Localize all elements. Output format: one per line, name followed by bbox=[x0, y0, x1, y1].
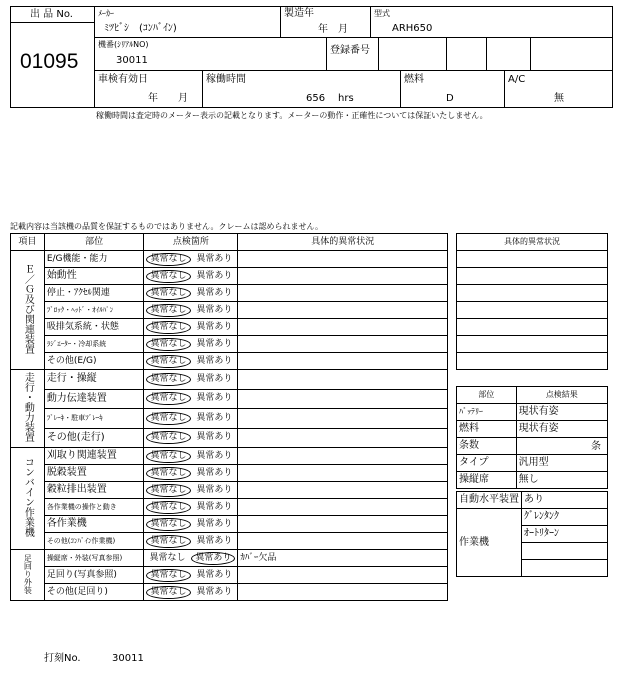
option-ok: 異常なし bbox=[146, 518, 190, 531]
table-row bbox=[11, 319, 448, 336]
option-ng: 異常あり bbox=[196, 450, 233, 461]
ac-label: A/C bbox=[508, 74, 526, 85]
table-row bbox=[11, 550, 448, 567]
equipment-table bbox=[456, 491, 608, 577]
abnormal-note bbox=[238, 533, 448, 550]
table-row bbox=[11, 370, 448, 390]
option-ng: 異常あり bbox=[196, 321, 233, 332]
option-ok: 異常なし bbox=[146, 287, 190, 300]
option-ng: 異常あり bbox=[196, 355, 233, 366]
workmachine-item: ｵｰﾄﾘﾀｰﾝ bbox=[522, 526, 608, 543]
option-ok: 異常なし bbox=[146, 270, 190, 283]
part-name: ﾗｼﾞｴｰﾀｰ・冷却系統 bbox=[44, 336, 144, 353]
year-label: 製造年 bbox=[284, 8, 314, 19]
option-ng: 異常あり bbox=[196, 253, 233, 264]
result-value-text: 現状有姿 bbox=[518, 423, 559, 434]
side-note-cell bbox=[457, 302, 608, 319]
result-header: 点検結果 bbox=[516, 387, 607, 404]
part-name: E/G機能・能力 bbox=[44, 251, 144, 268]
side-note-row bbox=[457, 268, 608, 285]
abnormal-note bbox=[238, 482, 448, 499]
group-label bbox=[11, 550, 45, 601]
part-name: ﾌﾞﾚｰｷ・駐車ﾌﾞﾚｰｷ bbox=[44, 409, 144, 429]
check-options bbox=[144, 550, 238, 567]
option-ng: 異常あり bbox=[196, 338, 233, 349]
check-options bbox=[144, 482, 238, 499]
table-row bbox=[11, 448, 448, 465]
maker-label: ﾒｰｶｰ bbox=[98, 9, 114, 18]
group-label-text: 足回り外装 bbox=[23, 553, 33, 594]
abnormal-note bbox=[238, 251, 448, 268]
option-ng: 異常あり bbox=[191, 552, 235, 565]
table-row bbox=[11, 268, 448, 285]
level-value: あり bbox=[522, 492, 608, 509]
abnormal-note bbox=[238, 302, 448, 319]
table-row bbox=[11, 389, 448, 409]
group-label-text: Ｅ／Ｇ及び関連装置 bbox=[22, 263, 34, 354]
result-value bbox=[516, 421, 607, 438]
part-name: 穀粒排出装置 bbox=[44, 482, 144, 499]
side-note-row bbox=[457, 251, 608, 268]
check-options bbox=[144, 409, 238, 429]
side-note-row bbox=[457, 302, 608, 319]
part-name: その他(走行) bbox=[44, 428, 144, 448]
group-label-text: コンバイン作業機 bbox=[22, 457, 34, 537]
ac-value: 無 bbox=[554, 93, 564, 104]
option-ok: 異常なし bbox=[146, 431, 190, 444]
option-ok: 異常なし bbox=[146, 586, 190, 599]
option-ok: 異常なし bbox=[146, 412, 190, 425]
check-options bbox=[144, 353, 238, 370]
table-row bbox=[11, 584, 448, 601]
table-row bbox=[11, 336, 448, 353]
abnormal-note bbox=[238, 336, 448, 353]
hours-unit: hrs bbox=[338, 93, 354, 104]
part-name: 各作業機の操作と動き bbox=[44, 499, 144, 516]
result-value bbox=[516, 404, 607, 421]
option-ok: 異常なし bbox=[146, 304, 190, 317]
maker-value: ﾐﾂﾋﾞｼ (ｺﾝﾊﾞｲﾝ) bbox=[104, 23, 177, 34]
group-label-text: 走行・動力装置 bbox=[22, 372, 34, 442]
check-options bbox=[144, 319, 238, 336]
part-name: 脱穀装置 bbox=[44, 465, 144, 482]
column-header: 具体的異常状況 bbox=[238, 234, 448, 251]
table-row bbox=[11, 409, 448, 429]
abnormal-note bbox=[238, 428, 448, 448]
result-row bbox=[457, 472, 608, 489]
result-value bbox=[516, 472, 607, 489]
check-options bbox=[144, 516, 238, 533]
side-note-row bbox=[457, 353, 608, 370]
serial-label: 機番(ｼﾘｱﾙNO) bbox=[98, 40, 149, 49]
abnormal-note bbox=[238, 499, 448, 516]
result-part: 操縦席 bbox=[457, 472, 517, 489]
result-unit: 条 bbox=[591, 441, 601, 452]
result-value-text: 汎用型 bbox=[518, 457, 549, 468]
result-row bbox=[457, 421, 608, 438]
inspection-table bbox=[10, 233, 448, 601]
abnormal-note bbox=[238, 465, 448, 482]
lot-no-label: 出 品 No. bbox=[30, 9, 73, 20]
option-ng: 異常あり bbox=[196, 467, 233, 478]
abnormal-note bbox=[238, 353, 448, 370]
side-note-cell bbox=[457, 285, 608, 302]
abnormal-note bbox=[238, 370, 448, 390]
side-note-header: 具体的異常状況 bbox=[457, 234, 608, 251]
check-options bbox=[144, 302, 238, 319]
table-row bbox=[11, 428, 448, 448]
level-label: 自動水平装置 bbox=[457, 492, 522, 509]
side-note-cell bbox=[457, 268, 608, 285]
workmachine-item: ｸﾞﾚﾝﾀﾝｸ bbox=[522, 509, 608, 526]
result-value-text: 無し bbox=[518, 474, 539, 485]
result-header-row bbox=[457, 387, 608, 404]
table-row bbox=[11, 499, 448, 516]
model-value: ARH650 bbox=[392, 23, 433, 34]
disclaimer: 記載内容は当該機の品質を保証するものではありません。クレームは認められません。 bbox=[10, 222, 323, 231]
hours-label: 稼働時間 bbox=[206, 74, 246, 85]
option-ng: 異常あり bbox=[196, 501, 233, 512]
option-ng: 異常あり bbox=[196, 393, 233, 404]
abnormal-note bbox=[238, 409, 448, 429]
serial-value: 30011 bbox=[116, 55, 148, 66]
option-ok: 異常なし bbox=[146, 450, 190, 463]
table-row bbox=[11, 285, 448, 302]
year-unit: 年 月 bbox=[318, 24, 348, 35]
option-ng: 異常あり bbox=[196, 270, 233, 281]
table-row bbox=[11, 465, 448, 482]
result-value-text: 現状有姿 bbox=[518, 406, 559, 417]
table-row bbox=[11, 516, 448, 533]
result-table bbox=[456, 386, 608, 489]
part-name: その他(E/G) bbox=[44, 353, 144, 370]
side-note-cell bbox=[457, 336, 608, 353]
option-ng: 異常あり bbox=[196, 484, 233, 495]
part-name: 始動性 bbox=[44, 268, 144, 285]
group-label bbox=[11, 251, 45, 370]
check-options bbox=[144, 499, 238, 516]
part-name: 吸排気系統・状態 bbox=[44, 319, 144, 336]
part-name: 刈取り関連装置 bbox=[44, 448, 144, 465]
lot-no: 01095 bbox=[20, 50, 79, 73]
check-options bbox=[144, 465, 238, 482]
abnormal-note bbox=[238, 448, 448, 465]
option-ng: 異常あり bbox=[196, 569, 233, 580]
abnormal-note bbox=[238, 584, 448, 601]
result-row bbox=[457, 404, 608, 421]
side-note-cell bbox=[457, 353, 608, 370]
abnormal-note bbox=[238, 389, 448, 409]
option-ok: 異常なし bbox=[146, 467, 190, 480]
column-header: 部位 bbox=[44, 234, 144, 251]
stamp-no-value: 30011 bbox=[112, 653, 144, 664]
option-ng: 異常あり bbox=[196, 535, 233, 546]
table-row bbox=[11, 482, 448, 499]
check-options bbox=[144, 584, 238, 601]
workmachine-label: 作業機 bbox=[457, 509, 522, 577]
side-note-row bbox=[457, 319, 608, 336]
part-name: 操縦席・外装(写真参照) bbox=[44, 550, 144, 567]
abnormal-note bbox=[238, 285, 448, 302]
option-ok: 異常なし bbox=[146, 535, 190, 548]
side-note-cell bbox=[457, 251, 608, 268]
side-note-table bbox=[456, 233, 608, 370]
side-note-cell bbox=[457, 319, 608, 336]
hours-note: 稼働時間は査定時のメーター表示の記載となります。メーターの動作・正確性については保証いたしません。 bbox=[96, 111, 488, 120]
part-name: その他(足回り) bbox=[44, 584, 144, 601]
result-header: 部位 bbox=[457, 387, 517, 404]
option-ng: 異常あり bbox=[196, 518, 233, 529]
option-ng: 異常あり bbox=[196, 304, 233, 315]
result-part: ﾊﾞｯﾃﾘｰ bbox=[457, 404, 517, 421]
table-row bbox=[11, 567, 448, 584]
part-name: 走行・操縦 bbox=[44, 370, 144, 390]
part-name: その他(ｺﾝﾊﾞｲﾝ作業機) bbox=[44, 533, 144, 550]
result-row bbox=[457, 455, 608, 472]
option-ok: 異常なし bbox=[146, 338, 190, 351]
group-label bbox=[11, 448, 45, 550]
inspection-unit: 年 月 bbox=[148, 93, 188, 104]
check-options bbox=[144, 389, 238, 409]
result-part: 条数 bbox=[457, 438, 517, 455]
option-ok: 異常なし bbox=[146, 355, 190, 368]
stamp-no-label: 打刻No. bbox=[44, 653, 81, 664]
abnormal-note bbox=[238, 268, 448, 285]
check-options bbox=[144, 567, 238, 584]
option-ng: 異常あり bbox=[196, 373, 233, 384]
model-label: 型式 bbox=[374, 9, 390, 18]
result-value bbox=[516, 438, 607, 455]
result-part: タイプ bbox=[457, 455, 517, 472]
fuel-label: 燃料 bbox=[404, 74, 424, 85]
option-ok: 異常なし bbox=[149, 552, 186, 563]
option-ok: 異常なし bbox=[146, 569, 190, 582]
abnormal-note bbox=[238, 516, 448, 533]
abnormal-note bbox=[238, 567, 448, 584]
option-ok: 異常なし bbox=[146, 501, 190, 514]
option-ok: 異常なし bbox=[146, 373, 190, 386]
column-header: 点検箇所 bbox=[144, 234, 238, 251]
abnormal-note bbox=[238, 319, 448, 336]
hours-value: 656 bbox=[306, 93, 326, 104]
table-row bbox=[11, 533, 448, 550]
option-ok: 異常なし bbox=[146, 321, 190, 334]
table-header-row bbox=[11, 234, 448, 251]
option-ok: 異常なし bbox=[146, 253, 190, 266]
check-options bbox=[144, 370, 238, 390]
result-row bbox=[457, 438, 608, 455]
option-ng: 異常あり bbox=[196, 586, 233, 597]
check-options bbox=[144, 336, 238, 353]
part-name: 動力伝達装置 bbox=[44, 389, 144, 409]
side-note-row bbox=[457, 336, 608, 353]
table-row bbox=[11, 251, 448, 268]
column-header: 項目 bbox=[11, 234, 45, 251]
reg-label: 登録番号 bbox=[330, 45, 370, 56]
check-options bbox=[144, 428, 238, 448]
abnormal-note: ｶﾊﾞｰ欠品 bbox=[238, 550, 448, 567]
side-note-row bbox=[457, 285, 608, 302]
option-ok: 異常なし bbox=[146, 484, 190, 497]
check-options bbox=[144, 533, 238, 550]
check-options bbox=[144, 285, 238, 302]
check-options bbox=[144, 448, 238, 465]
part-name: 各作業機 bbox=[44, 516, 144, 533]
option-ng: 異常あり bbox=[196, 432, 233, 443]
result-value bbox=[516, 455, 607, 472]
part-name: 足回り(写真参照) bbox=[44, 567, 144, 584]
check-options bbox=[144, 268, 238, 285]
part-name: ﾌﾞﾛｯｸ・ﾍｯﾄﾞ・ｵｲﾙﾊﾟﾝ bbox=[44, 302, 144, 319]
option-ok: 異常なし bbox=[146, 392, 190, 405]
fuel-value: D bbox=[446, 93, 454, 104]
inspection-label: 車検有効日 bbox=[98, 74, 148, 85]
result-part: 燃料 bbox=[457, 421, 517, 438]
group-label bbox=[11, 370, 45, 448]
table-row bbox=[11, 353, 448, 370]
table-row bbox=[11, 302, 448, 319]
check-options bbox=[144, 251, 238, 268]
part-name: 停止・ｱｸｾﾙ関連 bbox=[44, 285, 144, 302]
option-ng: 異常あり bbox=[196, 287, 233, 298]
option-ng: 異常あり bbox=[196, 412, 233, 423]
